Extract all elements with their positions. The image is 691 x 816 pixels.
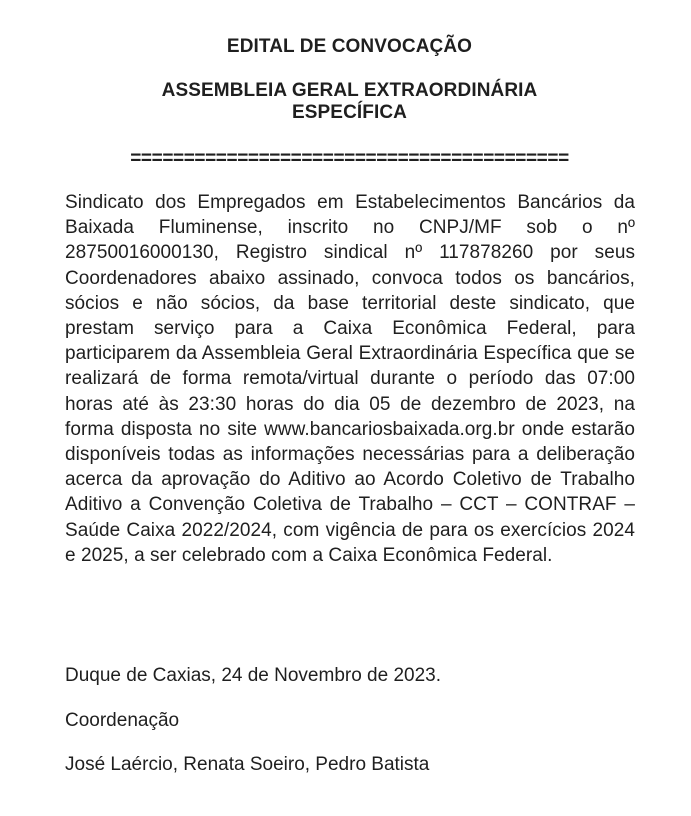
subtitle-line-1: ASSEMBLEIA GERAL EXTRAORDINÁRIA [161,80,538,101]
place-and-date: Duque de Caxias, 24 de Novembro de 2023. [65,665,442,686]
subtitle-line-2: ESPECÍFICA [291,102,408,123]
document-subtitle [4,80,691,124]
body-paragraph: Sindicato dos Empregados em Estabelecimentos Bancários da Baixada Fluminense, inscrito no CNPJ/MF sob o nº 28750016000130, Registro sindical nº 117878260 por seus Coordenadores abaixo assinado, convoca todos os bancários, sócios e não sócios, da base territorial deste sindicato, que prestam serviço para a Caixa Econômica Federal, para participarem da Assembleia Geral Extraordinária Específica que se realizará de forma remota/virtual durante o período das 07:00 horas até às 23:30 horas do dia 05 de dezembro de 2023, na forma disposta no site www.bancariosbaixada.org.br onde estarão disponíveis todas as informações necessárias para a deliberação acerca da aprovação do Aditivo ao Acordo Coletivo de Trabalho Aditivo a Convenção Coletiva de Trabalho – CCT – CONTRAF – Saúde Caixa 2022/2024, com vigência de para os exercícios 2024 e 2025, a ser celebrado com a Caixa Econômica Federal. [65,192,635,566]
signatory-names: José Laércio, Renata Soeiro, Pedro Batista [65,754,430,775]
signature-role: Coordenação [65,710,180,731]
document-title: EDITAL DE CONVOCAÇÃO [226,36,473,57]
separator-line: ========================================= [130,148,569,169]
